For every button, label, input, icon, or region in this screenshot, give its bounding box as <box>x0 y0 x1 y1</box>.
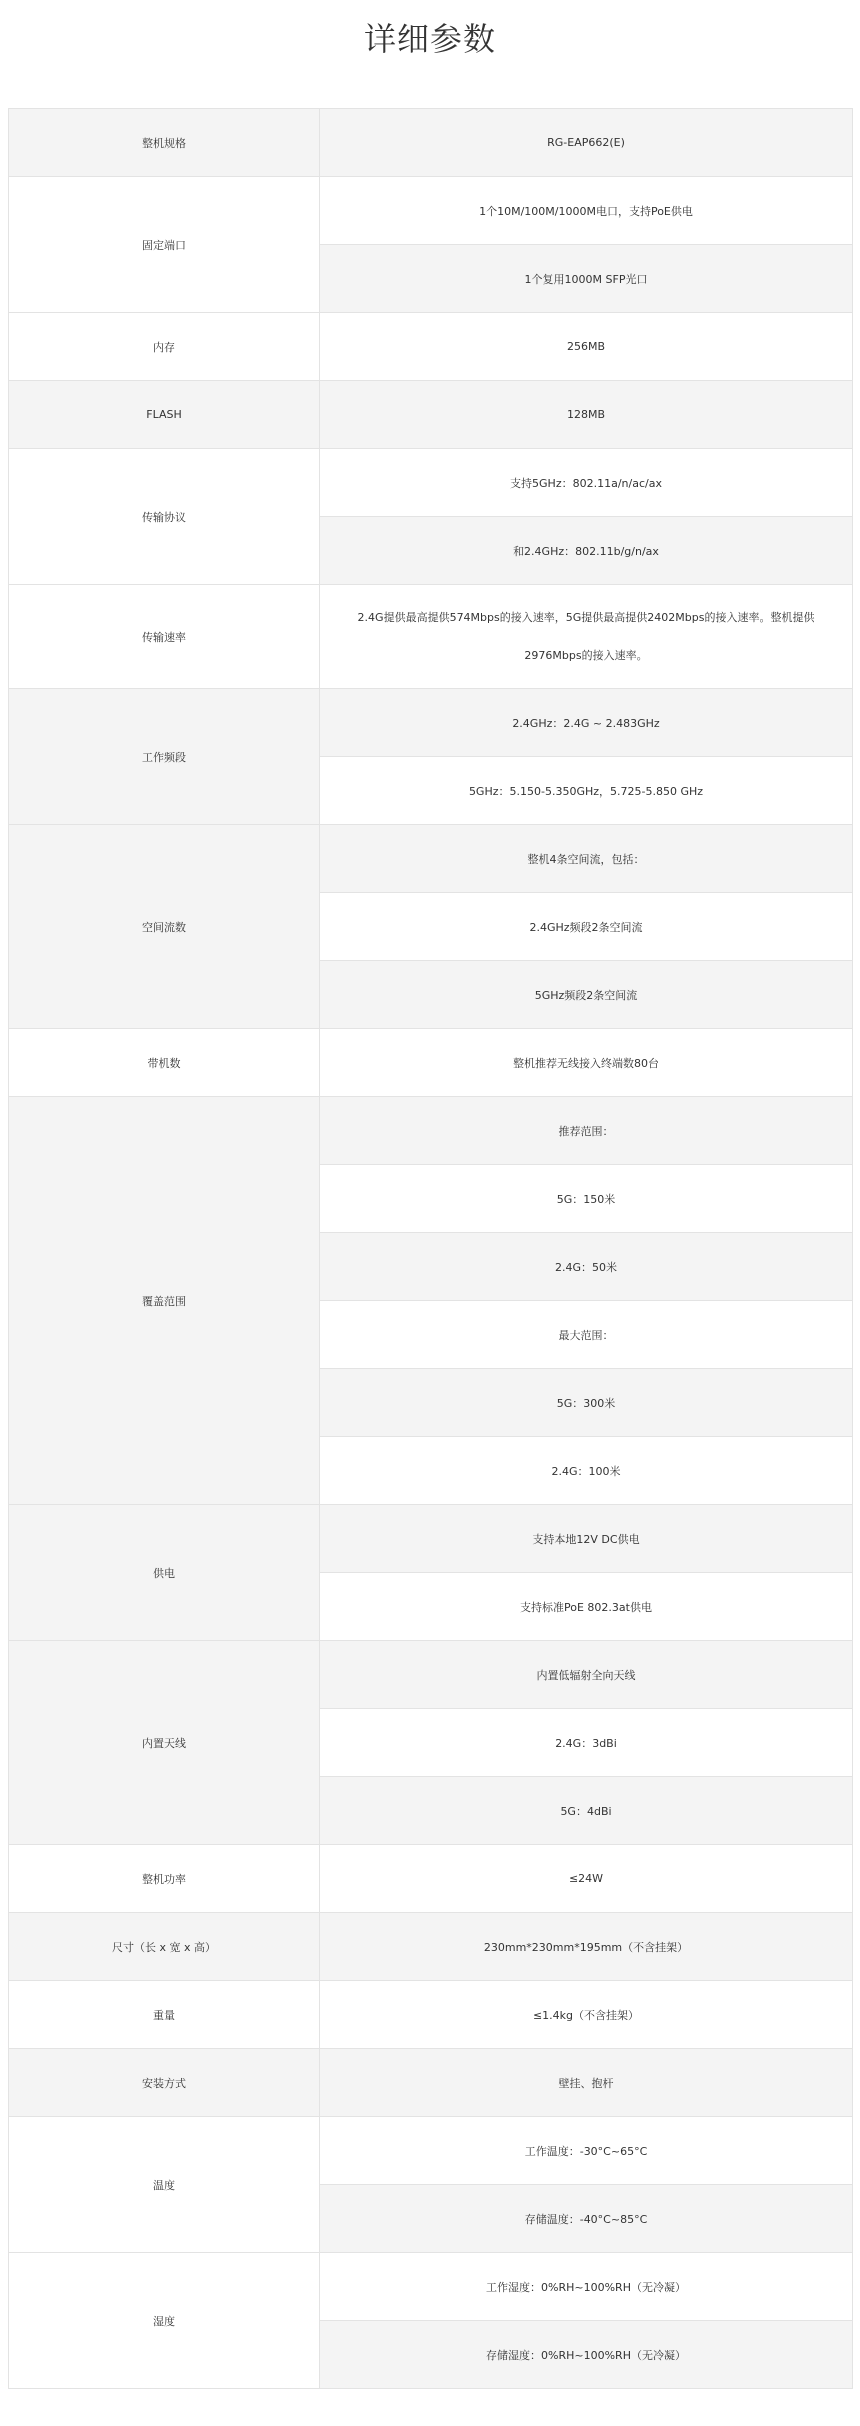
spec-value: 最大范围： <box>320 1301 853 1369</box>
spec-label: 覆盖范围 <box>9 1097 320 1505</box>
spec-value: 1个10M/100M/1000M电口，支持PoE供电 <box>320 177 853 245</box>
spec-value: 5GHz：5.150-5.350GHz，5.725-5.850 GHz <box>320 757 853 825</box>
spec-value: 支持本地12V DC供电 <box>320 1505 853 1573</box>
spec-label: 内存 <box>9 313 320 381</box>
spec-value: 2.4G：50米 <box>320 1233 853 1301</box>
spec-value: 整机推荐无线接入终端数80台 <box>320 1029 853 1097</box>
spec-row-weight <box>9 1981 853 2049</box>
spec-label: 整机规格 <box>9 109 320 177</box>
spec-value: 内置低辐射全向天线 <box>320 1641 853 1709</box>
spec-value: 2.4G：100米 <box>320 1437 853 1505</box>
spec-label: 带机数 <box>9 1029 320 1097</box>
spec-row-protocol <box>9 449 853 517</box>
spec-value: RG-EAP662(E) <box>320 109 853 177</box>
spec-value: 230mm*230mm*195mm（不含挂架） <box>320 1913 853 1981</box>
spec-row-clients <box>9 1029 853 1097</box>
spec-label: 湿度 <box>9 2253 320 2389</box>
spec-value: 256MB <box>320 313 853 381</box>
spec-value: 2.4G：3dBi <box>320 1709 853 1777</box>
page-title: 详细参数 <box>363 20 496 58</box>
spec-row-antenna <box>9 1641 853 1709</box>
spec-row-mounting <box>9 2049 853 2117</box>
spec-label: 安装方式 <box>9 2049 320 2117</box>
spec-value: 推荐范围： <box>320 1097 853 1165</box>
spec-row-temperature <box>9 2117 853 2185</box>
spec-label: 重量 <box>9 1981 320 2049</box>
spec-value: 5G：300米 <box>320 1369 853 1437</box>
spec-label: 整机功率 <box>9 1845 320 1913</box>
spec-value: 5G：150米 <box>320 1165 853 1233</box>
spec-table-body <box>9 109 853 2389</box>
spec-value: 1个复用1000M SFP光口 <box>320 245 853 313</box>
spec-row-flash <box>9 381 853 449</box>
spec-value: ≤1.4kg（不含挂架） <box>320 1981 853 2049</box>
spec-value: 和2.4GHz：802.11b/g/n/ax <box>320 517 853 585</box>
spec-value: 存储温度：-40°C~85°C <box>320 2185 853 2253</box>
spec-value: 2.4GHz：2.4G ~ 2.483GHz <box>320 689 853 757</box>
spec-row-streams <box>9 825 853 893</box>
spec-row-dimensions <box>9 1913 853 1981</box>
spec-value: 支持标准PoE 802.3at供电 <box>320 1573 853 1641</box>
spec-row-memory <box>9 313 853 381</box>
spec-value: 存储湿度：0%RH~100%RH（无冷凝） <box>320 2321 853 2389</box>
spec-value: 工作温度：-30°C~65°C <box>320 2117 853 2185</box>
spec-value: 整机4条空间流，包括： <box>320 825 853 893</box>
spec-row-humidity <box>9 2253 853 2321</box>
spec-value: 工作湿度：0%RH~100%RH（无冷凝） <box>320 2253 853 2321</box>
spec-value: 5GHz频段2条空间流 <box>320 961 853 1029</box>
spec-label: 温度 <box>9 2117 320 2253</box>
spec-label: 传输协议 <box>9 449 320 585</box>
page-header <box>0 0 860 108</box>
spec-row-coverage <box>9 1097 853 1165</box>
spec-row-model <box>9 109 853 177</box>
spec-label: 固定端口 <box>9 177 320 313</box>
spec-value: 128MB <box>320 381 853 449</box>
spec-label: FLASH <box>9 381 320 449</box>
spec-value: 2.4G提供最高提供574Mbps的接入速率，5G提供最高提供2402Mbps的接入速率。整机提供2976Mbps的接入速率。 <box>320 585 853 689</box>
spec-row-band <box>9 689 853 757</box>
spec-label: 传输速率 <box>9 585 320 689</box>
spec-value: ≤24W <box>320 1845 853 1913</box>
spec-value: 壁挂、抱杆 <box>320 2049 853 2117</box>
spec-label: 工作频段 <box>9 689 320 825</box>
spec-label: 尺寸（长 x 宽 x 高） <box>9 1913 320 1981</box>
spec-table <box>8 108 853 2389</box>
spec-value: 支持5GHz：802.11a/n/ac/ax <box>320 449 853 517</box>
spec-row-rate <box>9 585 853 689</box>
spec-label: 内置天线 <box>9 1641 320 1845</box>
spec-row-ports <box>9 177 853 245</box>
spec-row-power <box>9 1845 853 1913</box>
spec-row-power-supply <box>9 1505 853 1573</box>
spec-value: 5G：4dBi <box>320 1777 853 1845</box>
spec-value: 2.4GHz频段2条空间流 <box>320 893 853 961</box>
spec-label: 空间流数 <box>9 825 320 1029</box>
spec-label: 供电 <box>9 1505 320 1641</box>
